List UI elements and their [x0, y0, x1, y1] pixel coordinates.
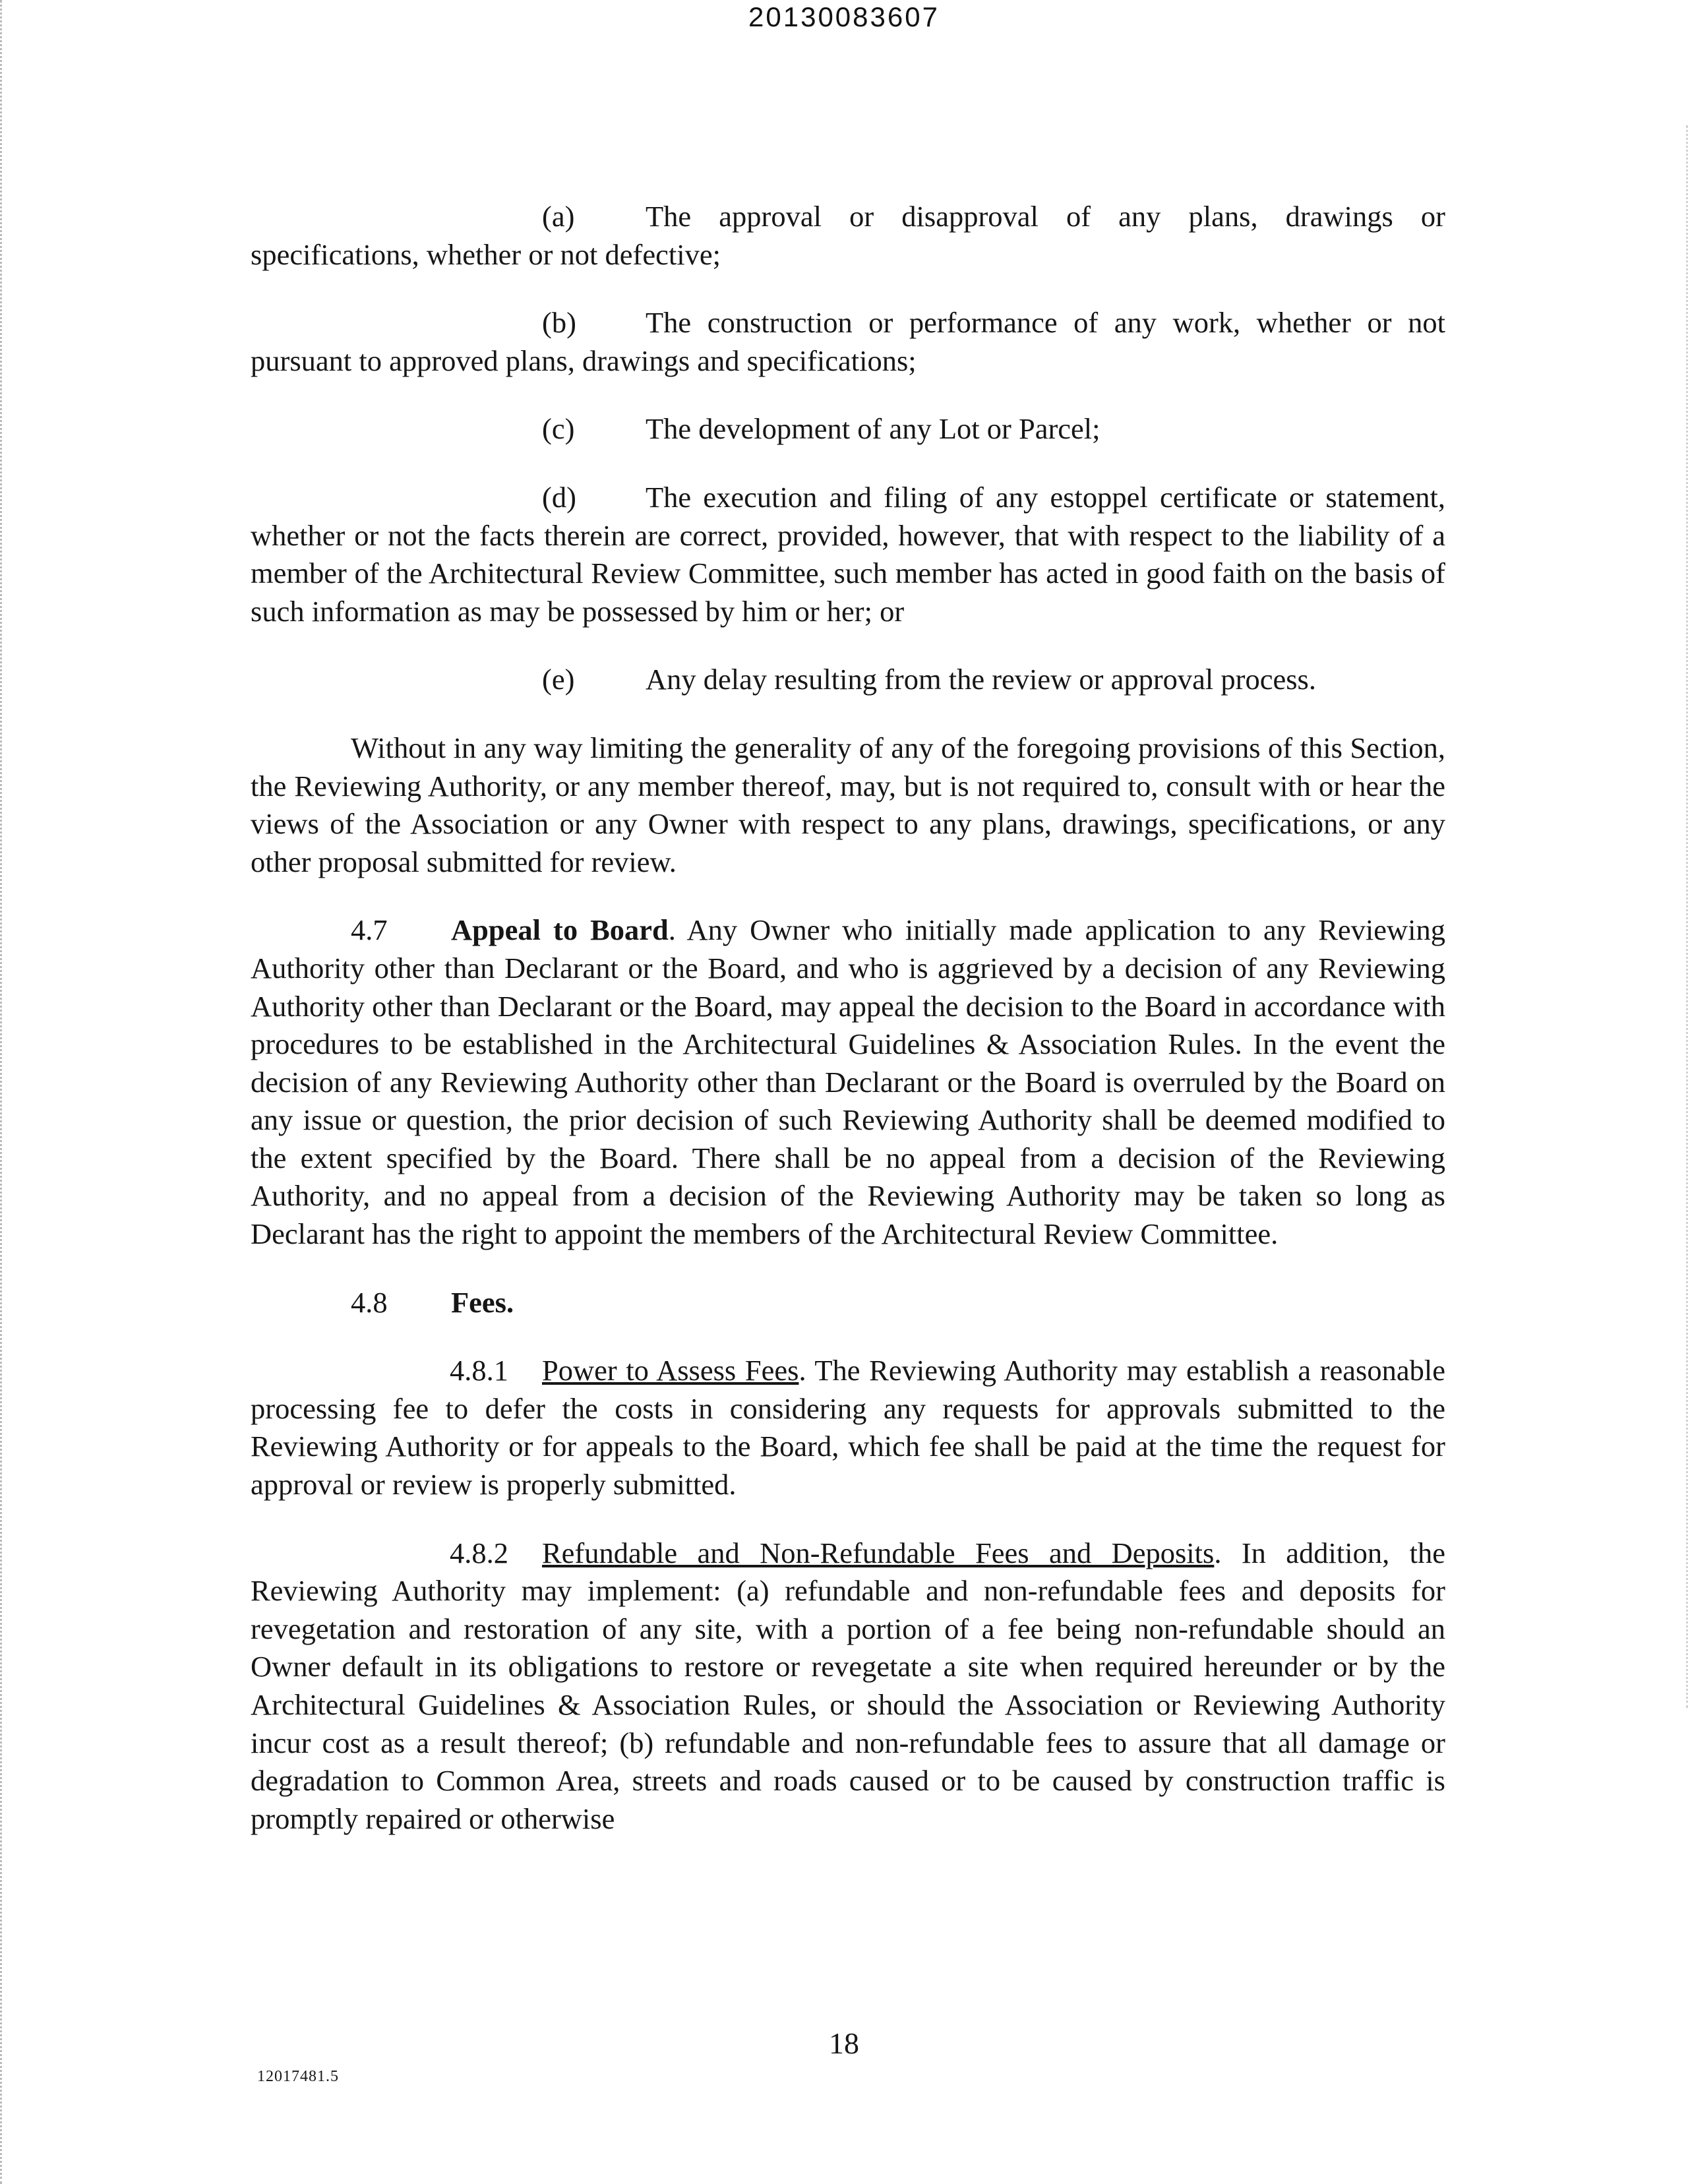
section-heading: Fees.	[451, 1285, 514, 1319]
section-text: . The Reviewing Authority may establish a reasonable processing fee to defer the costs in considering any requests for approvals submitted to the Reviewing Authority or for appeals to the Board, which fee shall be paid at the time the request for approval or review is properly submitted.	[251, 1354, 1445, 1502]
section-4-8-1	[251, 1352, 1445, 1503]
list-item-a	[251, 198, 1445, 274]
section-heading: Power to Assess Fees	[542, 1354, 799, 1387]
section-4-8-2	[251, 1534, 1445, 1838]
section-heading: Refundable and Non-Refundable Fees and Deposits	[542, 1536, 1215, 1569]
list-item-c	[251, 410, 1445, 448]
list-item-b	[251, 304, 1445, 380]
section-text: . In addition, the Reviewing Authority may implement: (a) refundable and non-refundable fees and deposits for revegetation and restoration of any site, with a portion of a fee being non-refundable should an Owner default in its obligations to restore or revegetate a site when required hereunder or by the Architectural Guidelines & Association Rules, or should the Association or Reviewing Authority incur cost as a result thereof; (b) refundable and non-refundable fees to assure that all damage or degradation to Common Area, streets and roads caused or to be caused by construction traffic is promptly repaired or otherwise	[251, 1536, 1445, 1835]
section-number: 4.8.2	[450, 1536, 508, 1569]
list-item-d	[251, 479, 1445, 630]
item-label: (c)	[542, 412, 575, 446]
item-label: (b)	[542, 306, 576, 340]
document-number: 20130083607	[748, 1, 940, 32]
section-heading: Appeal to Board	[451, 913, 669, 947]
item-label: (e)	[542, 663, 575, 696]
item-text: Any delay resulting from the review or approval process.	[646, 663, 1317, 696]
item-text: The execution and filing of any estoppel certificate or statement, whether or not the facts therein are correct, provided, however, that with respect to the liability of a member of the Architectural Review Committee, such member has acted in good faith on the basis of such information as may be possessed by him or her; or	[251, 480, 1445, 628]
paragraph-without-limiting: Without in any way limiting the generality of any of the foregoing provisions of this Section, the Reviewing Authority, or any member thereof, may, but is not required to, consult with or hear the views of the Association or any Owner with respect to any plans, drawings, specifications, or any other proposal submitted for review.	[251, 731, 1445, 878]
section-text: . Any Owner who initially made application to any Reviewing Authority other than Declarant or the Board, and who is aggrieved by a decision of any Reviewing Authority other than Declarant or the Board, may appeal the decision to the Board in accordance with procedures to be established in the Architectural Guidelines & Association Rules. In the event the decision of any Reviewing Authority other than Declarant or the Board is overruled by the Board on any issue or question, the prior decision of such Reviewing Authority shall be deemed modified to the extent specified by the Board. There shall be no appeal from a decision of the Reviewing Authority, and no appeal from a decision of the Reviewing Authority may be taken so long as Declarant has the right to appoint the members of the Architectural Review Committee.	[251, 913, 1445, 1251]
document-body	[251, 0, 1445, 1868]
section-4-8	[251, 1284, 1445, 1322]
item-text: The development of any Lot or Parcel;	[646, 412, 1100, 446]
footer-document-code: 12017481.5	[257, 2068, 339, 2085]
page-number: 18	[829, 2026, 859, 2060]
list-item-e	[251, 661, 1445, 699]
item-text: The approval or disapproval of any plans, drawings or specifications, whether or not defective;	[251, 200, 1445, 271]
scan-edge-right	[1679, 125, 1688, 1708]
item-label: (a)	[542, 200, 575, 233]
item-text: The construction or performance of any work, whether or not pursuant to approved plans, drawings and specifications;	[251, 306, 1445, 377]
section-number: 4.7	[351, 913, 388, 947]
item-label: (d)	[542, 480, 576, 514]
section-number: 4.8	[351, 1285, 388, 1319]
section-4-7	[251, 911, 1445, 1253]
section-number: 4.8.1	[450, 1354, 508, 1387]
scan-edge-left	[0, 0, 9, 2184]
